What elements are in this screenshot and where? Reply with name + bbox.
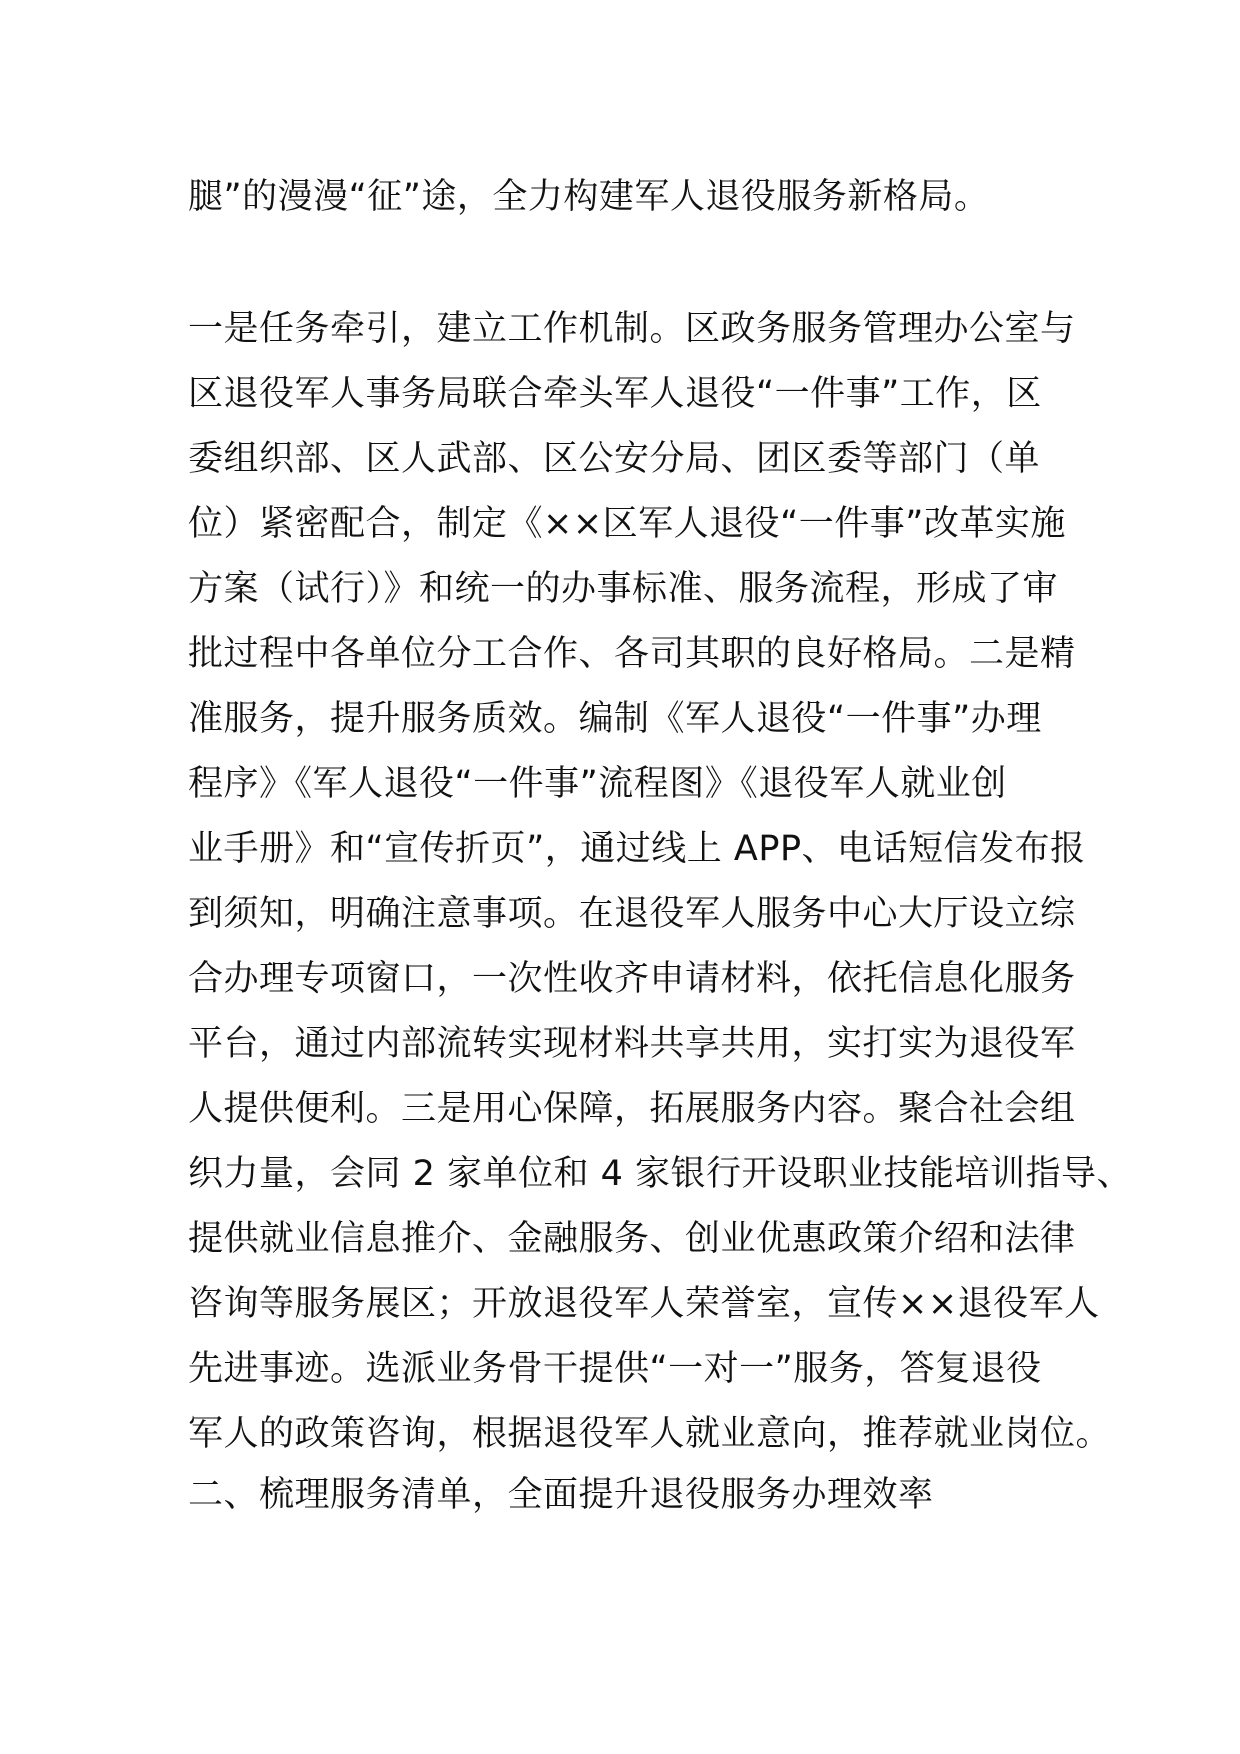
intro-paragraph bbox=[188, 165, 1068, 230]
paragraph-line: 程序》《军人退役“一件事”流程图》《退役军人就业创 bbox=[188, 764, 1007, 804]
main-paragraph bbox=[188, 297, 1133, 1467]
paragraph-line: 批过程中各单位分工合作、各司其职的良好格局。二是精 bbox=[188, 634, 1076, 674]
paragraph-line: 军人的政策咨询，根据退役军人就业意向，推荐就业岗位。 bbox=[188, 1414, 1112, 1454]
paragraph-line: 提供就业信息推介、金融服务、创业优惠政策介绍和法律 bbox=[188, 1219, 1076, 1259]
paragraph-line: 业手册》和“宣传折页”，通过线上 APP、电话短信发布报 bbox=[188, 829, 1086, 869]
paragraph-line: 位）紧密配合，制定《××区军人退役“一件事”改革实施 bbox=[188, 504, 1066, 544]
paragraph-line: 人提供便利。三是用心保障，拓展服务内容。聚合社会组 bbox=[188, 1089, 1076, 1129]
paragraph-line: 合办理专项窗口，一次性收齐申请材料，依托信息化服务 bbox=[188, 959, 1076, 999]
paragraph-line: 织力量，会同 2 家单位和 4 家银行开设职业技能培训指导、 bbox=[188, 1154, 1133, 1194]
paragraph-line: 腿”的漫漫“征”途，全力构建军人退役服务新格局。 bbox=[188, 177, 990, 217]
paragraph-line: 一是任务牵引，建立工作机制。区政务服务管理办公室与 bbox=[188, 309, 1076, 349]
paragraph-line: 准服务，提升服务质效。编制《军人退役“一件事”办理 bbox=[188, 699, 1042, 739]
paragraph-line: 先进事迹。选派业务骨干提供“一对一”服务，答复退役 bbox=[188, 1349, 1042, 1389]
paragraph-line: 咨询等服务展区；开放退役军人荣誉室，宣传××退役军人 bbox=[188, 1284, 1100, 1324]
paragraph-line: 平台，通过内部流转实现材料共享共用，实打实为退役军 bbox=[188, 1024, 1076, 1064]
paragraph-line: 方案（试行）》和统一的办事标准、服务流程，形成了审 bbox=[188, 569, 1059, 609]
section-heading bbox=[188, 1463, 1068, 1528]
paragraph-line: 委组织部、区人武部、区公安分局、团区委等部门（单 bbox=[188, 439, 1041, 479]
paragraph-line: 区退役军人事务局联合牵头军人退役“一件事”工作，区 bbox=[188, 374, 1042, 414]
paragraph-line: 到须知，明确注意事项。在退役军人服务中心大厅设立综 bbox=[188, 894, 1076, 934]
section-heading-text: 二、梳理服务清单，全面提升退役服务办理效率 bbox=[188, 1475, 934, 1515]
